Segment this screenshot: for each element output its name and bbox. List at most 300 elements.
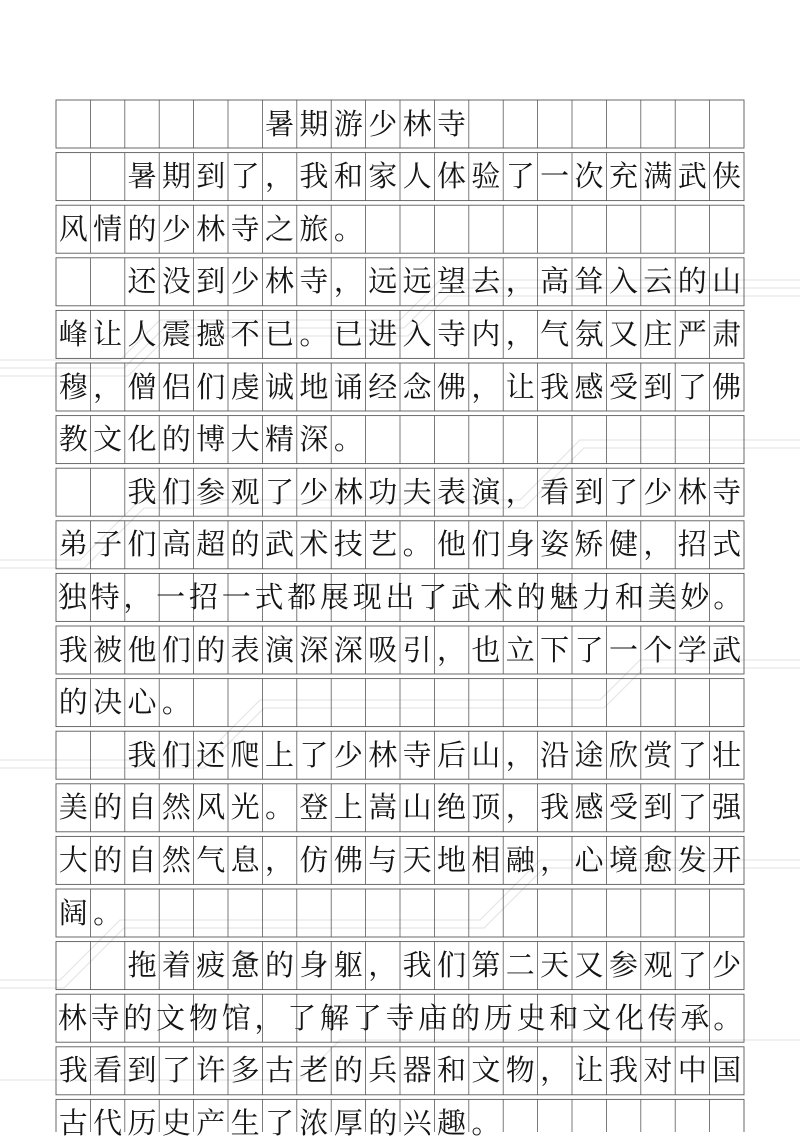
character-cell: 震 (161, 316, 191, 351)
character-cell: 又 (608, 316, 638, 351)
character-cell: 气 (540, 316, 570, 351)
character-cell: 次 (574, 159, 604, 194)
character-cell: 了 (161, 1053, 191, 1088)
character-cell: 的 (196, 632, 226, 667)
character-cell: 弟 (58, 527, 88, 562)
character-cell: ， (471, 369, 501, 404)
character-cell: 少 (712, 948, 742, 983)
character-cell: 了 (677, 948, 707, 983)
character-cell: 寺 (299, 264, 329, 299)
character-cell: 山 (402, 790, 432, 825)
character-cell: 的 (93, 790, 123, 825)
character-cell: 化 (614, 1000, 644, 1035)
character-cell: 自 (127, 842, 157, 877)
character-cell: 浓 (299, 1105, 329, 1140)
character-cell: ， (123, 579, 153, 614)
essay-line (56, 942, 744, 990)
character-cell: 峰 (58, 316, 88, 351)
character-cell: 对 (643, 1053, 673, 1088)
character-cell: 。 (265, 790, 295, 825)
essay-title (56, 100, 744, 148)
character-cell: 技 (333, 527, 363, 562)
character-cell: 不 (230, 316, 260, 351)
character-cell: 与 (368, 842, 398, 877)
character-cell: 了 (299, 737, 329, 772)
character-cell: 了 (608, 474, 638, 509)
character-cell: 阔 (58, 895, 88, 930)
character-cell: 息 (230, 842, 260, 877)
character-cell: 游 (333, 106, 363, 141)
empty-cell (194, 100, 228, 148)
character-cell: 还 (127, 264, 157, 299)
character-cell: 的 (58, 685, 88, 720)
character-cell: 然 (161, 842, 191, 877)
character-cell: 少 (230, 264, 260, 299)
character-cell: 展 (320, 579, 350, 614)
character-cell: 高 (161, 527, 191, 562)
character-cell: 们 (471, 527, 501, 562)
character-cell: 庄 (643, 316, 673, 351)
character-cell: 沿 (540, 737, 570, 772)
essay-line (56, 573, 744, 621)
essay-line (56, 889, 744, 937)
empty-cell (90, 153, 124, 201)
character-cell: 产 (196, 1105, 226, 1140)
character-cell: 。 (713, 1000, 743, 1035)
character-cell: 感 (574, 369, 604, 404)
character-cell: 感 (574, 790, 604, 825)
character-cell: 氛 (574, 316, 604, 351)
character-cell: 之 (265, 211, 295, 246)
character-cell: 了 (265, 474, 295, 509)
character-cell: ， (540, 842, 570, 877)
character-cell: 风 (58, 211, 88, 246)
character-cell: 壮 (712, 737, 742, 772)
character-cell: 精 (265, 422, 295, 457)
character-cell: 少 (299, 474, 329, 509)
character-cell: 去 (471, 264, 501, 299)
character-cell: 爬 (230, 737, 260, 772)
character-cell: 们 (436, 948, 466, 983)
character-cell: 中 (677, 1053, 707, 1088)
character-cell: 到 (643, 790, 673, 825)
character-cell: 。 (471, 1105, 501, 1140)
essay-line (56, 521, 744, 569)
empty-cell (90, 731, 124, 779)
character-cell: 们 (161, 737, 191, 772)
character-cell: 们 (161, 474, 191, 509)
character-cell: 他 (127, 632, 157, 667)
character-cell: 招 (677, 527, 707, 562)
character-cell: 的 (265, 948, 295, 983)
character-cell: 招 (188, 579, 218, 614)
character-cell: 穆 (58, 369, 88, 404)
character-cell: 惫 (230, 948, 260, 983)
essay-line (56, 836, 744, 884)
character-cell: 国 (712, 1053, 742, 1088)
essay-line (56, 679, 744, 727)
character-cell: 念 (402, 369, 432, 404)
empty-cell (56, 731, 90, 779)
character-cell: 我 (608, 1053, 638, 1088)
character-cell: 受 (608, 790, 638, 825)
character-cell: 的 (93, 842, 123, 877)
character-cell: 身 (299, 948, 329, 983)
character-cell: 文 (93, 422, 123, 457)
character-cell: 发 (677, 842, 707, 877)
character-cell: 嵩 (368, 790, 398, 825)
character-cell: 入 (402, 316, 432, 351)
character-cell: 的 (230, 527, 260, 562)
empty-cell (90, 942, 124, 990)
character-cell: 趣 (436, 1105, 466, 1140)
character-cell: ， (540, 1053, 570, 1088)
character-cell: 物 (505, 1053, 535, 1088)
character-cell: 还 (196, 737, 226, 772)
character-cell: ， (436, 632, 466, 667)
character-cell: 博 (196, 422, 226, 457)
character-cell: 到 (196, 159, 226, 194)
character-cell: 的 (333, 1053, 363, 1088)
character-cell: 耸 (574, 264, 604, 299)
character-cell: 都 (287, 579, 317, 614)
character-cell: 功 (368, 474, 398, 509)
character-cell: 美 (647, 579, 677, 614)
character-cell: 和 (549, 1000, 579, 1035)
character-cell: 侠 (712, 159, 742, 194)
character-cell: 演 (471, 474, 501, 509)
character-cell: 他 (436, 527, 466, 562)
character-cell: ， (505, 316, 535, 351)
character-cell: 我 (127, 737, 157, 772)
character-cell: ， (333, 264, 363, 299)
character-cell: 了 (352, 1000, 382, 1035)
character-cell: 我 (299, 159, 329, 194)
character-cell: 僧 (127, 369, 157, 404)
character-cell: 体 (436, 159, 466, 194)
character-cell: 器 (402, 1053, 432, 1088)
character-cell: 林 (57, 1000, 87, 1035)
character-cell: 一 (156, 579, 186, 614)
character-cell: 二 (505, 948, 535, 983)
character-cell: 也 (471, 632, 501, 667)
character-cell: ， (265, 842, 295, 877)
character-cell: ， (368, 948, 398, 983)
character-cell: 云 (643, 264, 673, 299)
character-cell: 人 (127, 316, 157, 351)
character-cell: 了 (418, 579, 448, 614)
character-cell: 的 (123, 1000, 153, 1035)
character-cell: ， (505, 264, 535, 299)
character-cell: 大 (230, 422, 260, 457)
character-cell: 深 (299, 632, 329, 667)
character-cell: 魅 (549, 579, 579, 614)
character-cell: 远 (368, 264, 398, 299)
character-cell: 武 (677, 159, 707, 194)
character-cell: 健 (608, 527, 638, 562)
character-cell: 寺 (230, 211, 260, 246)
character-cell: 一 (221, 579, 251, 614)
character-cell: 仿 (299, 842, 329, 877)
character-cell: ， (643, 527, 673, 562)
character-cell: 受 (608, 369, 638, 404)
character-cell: 馆 (221, 1000, 251, 1035)
character-cell: 到 (574, 474, 604, 509)
character-cell: 解 (320, 1000, 350, 1035)
character-cell: 美 (58, 790, 88, 825)
character-cell: 的 (516, 579, 546, 614)
character-cell: 少 (368, 106, 398, 141)
character-cell: 和 (333, 159, 363, 194)
character-cell: 教 (58, 422, 88, 457)
character-cell: 和 (614, 579, 644, 614)
character-cell: 经 (368, 369, 398, 404)
character-cell: 。 (93, 895, 123, 930)
character-cell: 了 (230, 159, 260, 194)
character-cell: 让 (505, 369, 535, 404)
character-cell: 后 (436, 737, 466, 772)
character-cell: 暑 (127, 159, 157, 194)
character-cell: 虔 (230, 369, 260, 404)
character-cell: 寺 (90, 1000, 120, 1035)
character-cell: 佛 (436, 369, 466, 404)
character-cell: 山 (712, 264, 742, 299)
character-cell: 到 (196, 264, 226, 299)
character-cell: 高 (540, 264, 570, 299)
character-cell: 情 (93, 211, 123, 246)
character-cell: 代 (93, 1105, 123, 1140)
character-cell: 少 (161, 211, 191, 246)
character-cell: 境 (608, 842, 638, 877)
character-cell: 引 (402, 632, 432, 667)
character-cell: 少 (333, 737, 363, 772)
character-cell: 融 (505, 842, 535, 877)
character-cell: 寺 (385, 1000, 415, 1035)
character-cell: 出 (385, 579, 415, 614)
character-cell: 已 (333, 316, 363, 351)
essay-line (56, 416, 744, 464)
essay-line (56, 363, 744, 411)
character-cell: 古 (58, 1105, 88, 1140)
character-cell: 少 (643, 474, 673, 509)
character-cell: ， (93, 369, 123, 404)
character-cell: 家 (368, 159, 398, 194)
character-cell: 表 (436, 474, 466, 509)
character-cell: 被 (93, 632, 123, 667)
character-cell: 满 (643, 159, 673, 194)
character-cell: 了 (677, 790, 707, 825)
character-cell: 兵 (368, 1053, 398, 1088)
character-cell: 。 (299, 316, 329, 351)
character-cell: 光 (230, 790, 260, 825)
character-cell: 特 (90, 579, 120, 614)
character-cell: 让 (574, 1053, 604, 1088)
character-cell: 我 (127, 474, 157, 509)
character-cell: 许 (196, 1053, 226, 1088)
character-cell: 了 (574, 632, 604, 667)
character-cell: 又 (574, 948, 604, 983)
character-cell: 了 (677, 737, 707, 772)
character-cell: 式 (712, 527, 742, 562)
character-cell: 的 (127, 211, 157, 246)
character-cell: 寺 (402, 737, 432, 772)
empty-cell (228, 100, 262, 148)
essay-line (56, 310, 744, 358)
character-cell: 验 (471, 159, 501, 194)
empty-cell (56, 942, 90, 990)
essay-line (56, 731, 744, 779)
character-cell: 肃 (712, 316, 742, 351)
character-cell: 决 (93, 685, 123, 720)
essay-line (56, 468, 744, 516)
character-cell: 愈 (643, 842, 673, 877)
character-cell: 林 (677, 474, 707, 509)
character-cell: 式 (254, 579, 284, 614)
character-cell: 身 (505, 527, 535, 562)
character-cell: 诚 (265, 369, 295, 404)
character-cell: 途 (574, 737, 604, 772)
character-cell: 风 (196, 790, 226, 825)
empty-cell (159, 100, 193, 148)
character-cell: ， (254, 1000, 284, 1035)
empty-cell (90, 100, 124, 148)
character-cell: 历 (483, 1000, 513, 1035)
character-cell: 撼 (196, 316, 226, 351)
character-cell: ， (265, 159, 295, 194)
character-cell: 林 (196, 211, 226, 246)
character-cell: 参 (196, 474, 226, 509)
character-cell: 然 (161, 790, 191, 825)
character-cell: 学 (677, 632, 707, 667)
essay-line (56, 205, 744, 253)
character-cell: 欣 (608, 737, 638, 772)
character-cell: 夫 (402, 474, 432, 509)
character-cell: 绝 (436, 790, 466, 825)
character-cell: 力 (582, 579, 612, 614)
character-cell: 武 (451, 579, 481, 614)
character-cell: 旅 (299, 211, 329, 246)
character-cell: 拖 (127, 948, 157, 983)
character-cell: 山 (471, 737, 501, 772)
character-cell: 个 (643, 632, 673, 667)
empty-cell (90, 258, 124, 306)
character-cell: 期 (299, 106, 329, 141)
character-cell: 没 (161, 264, 191, 299)
essay-line (56, 1099, 744, 1147)
character-cell: 望 (436, 264, 466, 299)
character-cell: 生 (230, 1105, 260, 1140)
character-cell: 传 (647, 1000, 677, 1035)
character-cell: 佛 (712, 369, 742, 404)
character-cell: 们 (127, 527, 157, 562)
character-cell: ， (505, 790, 535, 825)
empty-cell (56, 153, 90, 201)
essay-line (56, 626, 744, 674)
character-cell: 上 (333, 790, 363, 825)
character-cell: 。 (402, 527, 432, 562)
character-cell: 期 (161, 159, 191, 194)
character-cell: 历 (127, 1105, 157, 1140)
character-cell: 史 (161, 1105, 191, 1140)
character-cell: 多 (230, 1053, 260, 1088)
character-cell: 观 (230, 474, 260, 509)
character-cell: 厚 (333, 1105, 363, 1140)
character-cell: 表 (230, 632, 260, 667)
character-cell: 下 (540, 632, 570, 667)
character-cell: 寺 (436, 106, 466, 141)
character-cell: 我 (540, 790, 570, 825)
character-cell: 入 (608, 264, 638, 299)
character-cell: 们 (196, 369, 226, 404)
character-cell: 庙 (418, 1000, 448, 1035)
character-cell: 。 (713, 579, 743, 614)
essay-line (56, 784, 744, 832)
character-cell: 暑 (265, 106, 295, 141)
character-cell: 寺 (712, 474, 742, 509)
character-cell: ， (505, 474, 535, 509)
character-cell: 登 (299, 790, 329, 825)
character-cell: 。 (333, 211, 363, 246)
character-cell: 林 (265, 264, 295, 299)
character-cell: 强 (712, 790, 742, 825)
character-cell: 躯 (333, 948, 363, 983)
character-cell: 子 (93, 527, 123, 562)
character-cell: 古 (265, 1053, 295, 1088)
character-cell: 观 (643, 948, 673, 983)
character-cell: 赏 (643, 737, 673, 772)
character-cell: 我 (540, 369, 570, 404)
character-cell: 第 (471, 948, 501, 983)
character-cell: 上 (265, 737, 295, 772)
character-cell: 独 (57, 579, 87, 614)
character-cell: 和 (436, 1053, 466, 1088)
character-cell: 承 (680, 1000, 710, 1035)
character-cell: 们 (161, 632, 191, 667)
character-cell: 林 (368, 737, 398, 772)
character-cell: 看 (93, 1053, 123, 1088)
empty-cell (90, 468, 124, 516)
empty-cell (125, 100, 159, 148)
character-cell: 地 (436, 842, 466, 877)
character-cell: 林 (333, 474, 363, 509)
character-cell: 文 (471, 1053, 501, 1088)
character-cell: 远 (402, 264, 432, 299)
character-cell: 内 (471, 316, 501, 351)
character-cell: 的 (677, 264, 707, 299)
character-cell: 史 (516, 1000, 546, 1035)
essay-line (56, 1047, 744, 1095)
character-cell: 开 (712, 842, 742, 877)
character-cell: 寺 (436, 316, 466, 351)
character-cell: 大 (58, 842, 88, 877)
character-cell: 。 (333, 422, 363, 457)
character-cell: 立 (505, 632, 535, 667)
character-cell: 诵 (333, 369, 363, 404)
character-cell: 了 (505, 159, 535, 194)
character-cell: 。 (161, 685, 191, 720)
character-cell: 武 (265, 527, 295, 562)
character-cell: 着 (161, 948, 191, 983)
essay-line (56, 153, 744, 201)
character-cell: 兴 (402, 1105, 432, 1140)
character-cell: 佛 (333, 842, 363, 877)
empty-cell (56, 258, 90, 306)
character-cell: 武 (712, 632, 742, 667)
character-cell: 心 (127, 685, 157, 720)
character-cell: 到 (643, 369, 673, 404)
character-cell: 心 (574, 842, 604, 877)
character-cell: 气 (196, 842, 226, 877)
